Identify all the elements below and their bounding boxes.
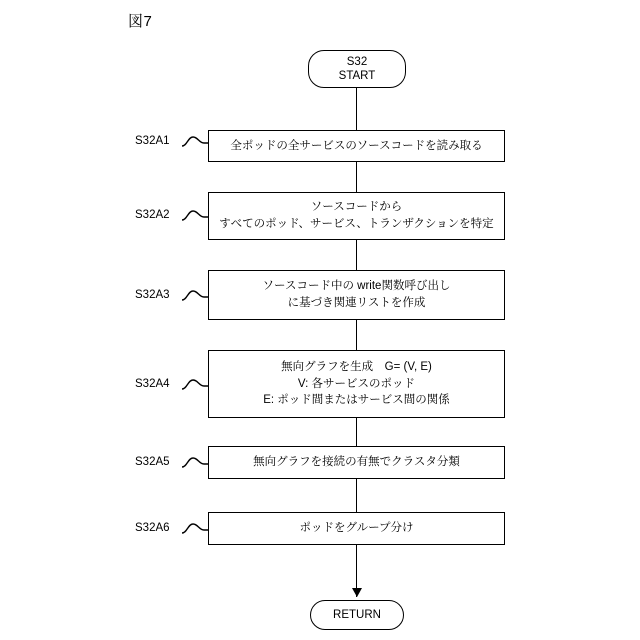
process-box-s32a4	[208, 350, 505, 418]
leader-squiggle-s32a3	[181, 284, 211, 304]
terminator-start-line-2: START	[338, 70, 376, 82]
step-id-s32a5: S32A5	[135, 456, 170, 468]
process-box-s32a2	[208, 192, 505, 240]
step-id-s32a1: S32A1	[135, 135, 170, 147]
process-s32a1-line-1: 全ポッドの全サービスのソースコードを読み取る	[230, 139, 483, 152]
process-s32a6-line-1: ポッドをグループ分け	[299, 522, 414, 535]
connector-start-to-s32a1	[356, 88, 357, 130]
step-id-s32a3: S32A3	[135, 289, 170, 301]
terminator-return	[310, 600, 404, 630]
process-s32a4-line-2: V: 各サービスのポッド	[297, 377, 416, 390]
step-id-s32a6: S32A6	[135, 522, 170, 534]
connector-s32a2-to-s32a3	[356, 240, 357, 270]
connector-s32a4-to-s32a5	[356, 418, 357, 446]
leader-squiggle-s32a2	[181, 204, 211, 224]
process-s32a3-line-2: に基づき関連リストを作成	[287, 297, 426, 309]
figure-label: 図7	[128, 13, 153, 30]
terminator-return-line-1: RETURN	[333, 608, 381, 621]
connector-s32a1-to-s32a2	[356, 162, 357, 192]
process-box-s32a6	[208, 512, 505, 545]
process-s32a4-line-1: 無向グラフを生成 G= (V, E)	[281, 360, 432, 373]
process-s32a2-line-2: すべてのポッド、サービス、トランザクションを特定	[219, 218, 494, 230]
leader-squiggle-s32a1	[181, 130, 211, 150]
connector-s32a5-to-s32a6	[356, 479, 357, 512]
process-box-s32a1	[208, 130, 505, 162]
step-id-s32a4: S32A4	[135, 378, 170, 390]
process-s32a4-line-3: E: ポッド間またはサービス間の関係	[263, 394, 450, 407]
process-box-s32a3	[208, 270, 505, 320]
process-s32a3-line-1: ソースコード中の write関数呼び出し	[262, 280, 451, 293]
leader-squiggle-s32a6	[181, 517, 211, 537]
terminator-start-line-1: S32	[346, 55, 368, 68]
arrow-head-icon	[352, 588, 362, 597]
step-id-s32a2: S32A2	[135, 209, 170, 221]
process-s32a2-line-1: ソースコードから	[310, 201, 403, 214]
leader-squiggle-s32a5	[181, 451, 211, 471]
connector-s32a3-to-s32a4	[356, 320, 357, 350]
process-s32a5-line-1: 無向グラフを接続の有無でクラスタ分類	[253, 456, 460, 469]
terminator-start	[308, 50, 406, 88]
leader-squiggle-s32a4	[181, 373, 211, 393]
process-box-s32a5	[208, 446, 505, 479]
